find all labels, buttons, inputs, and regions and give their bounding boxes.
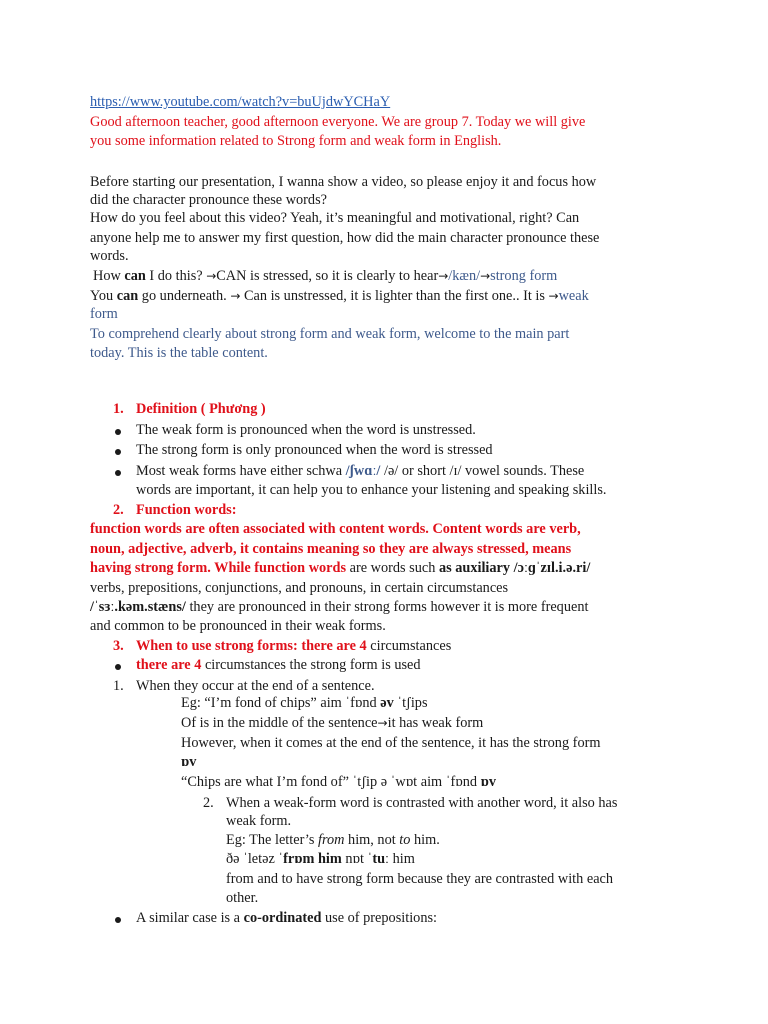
can-stressed-line: How can I do this? →CAN is stressed, so it is clearly to hear→/kæn/→strong form [93, 268, 558, 284]
video-line-2: did the character pronounce these words? [90, 192, 327, 208]
definition-bullet-3: Most weak forms have either schwa /ʃwɑː/ /ə/ or short /ɪ/ vowel sounds. These [136, 463, 585, 479]
definition-bullet-2: The strong form is only pronounced when the word is stressed [136, 442, 493, 458]
comprehend-line-2: today. This is the table content. [90, 345, 268, 361]
function-words-line-3: having strong form. While function words are words such as auxiliary /ɔːɡˈzɪl.i.ə.ri/ [90, 560, 591, 576]
bullet-icon [115, 664, 121, 670]
case-2-example: Eg: The letter’s from him, not to him. [226, 832, 440, 848]
video-line-5: words. [90, 248, 129, 264]
case-1-however: However, when it comes at the end of the sentence, it has the strong form [181, 735, 601, 751]
video-line-1: Before starting our presentation, I wanna show a video, so please enjoy it and focus how [90, 174, 597, 190]
circumstances-bullet: there are 4 circumstances the strong form is used [136, 657, 421, 673]
coordinated-bullet: A similar case is a co-ordinated use of prepositions: [136, 910, 438, 926]
arrow-icon: → [438, 269, 449, 283]
case-2-line-6: other. [226, 890, 259, 906]
function-words-line-6: and common to be pronounced in their weak forms. [90, 618, 386, 634]
case-1-text: When they occur at the end of a sentence. [136, 678, 375, 694]
can-unstressed-line: You can go underneath. → Can is unstressed, it is lighter than the first one.. It is →weak [90, 288, 589, 304]
video-line-3: How do you feel about this video? Yeah, it’s meaningful and motivational, right? Can [90, 210, 580, 226]
section-2-number: 2. [113, 502, 124, 518]
case-1-of-middle: Of is in the middle of the sentence→it has weak form [181, 715, 484, 731]
intro-line-2: you some information related to Strong form and weak form in English. [90, 133, 502, 149]
function-words-line-2: noun, adjective, adverb, it contains meaning so they are always stressed, means [90, 541, 572, 557]
comprehend-line-1: To comprehend clearly about strong form and weak form, welcome to the main part [90, 326, 570, 342]
case-1-number: 1. [113, 678, 124, 694]
bullet-icon [115, 429, 121, 435]
function-words-line-4: verbs, prepositions, conjunctions, and pronouns, in certain circumstances [90, 580, 509, 596]
arrow-icon: → [230, 289, 241, 303]
case-1-strong-ov: ɒv [181, 754, 197, 770]
section-1-number: 1. [113, 401, 124, 417]
arrow-icon: → [206, 269, 217, 283]
youtube-link[interactable]: https://www.youtube.com/watch?v=buUjdwYCHaY [90, 94, 391, 110]
intro-line-1: Good afternoon teacher, good afternoon everyone. We are group 7. Today we will give [90, 114, 586, 130]
arrow-icon: → [480, 269, 491, 283]
case-2-line-1: When a weak-form word is contrasted with another word, it also has [226, 795, 618, 811]
section-1-title: Definition ( Phương ) [136, 401, 266, 417]
case-1-chips: “Chips are what I’m fond of” ˈtʃip ə ˈwɒt aim ˈfɒnd ɒv [181, 774, 496, 790]
case-1-example: Eg: “I’m fond of chips” aim ˈfɒnd əv ˈtʃips [181, 695, 428, 711]
bullet-icon [115, 470, 121, 476]
function-words-line-5: /ˈsɜː.kəm.stæns/ they are pronounced in their strong forms however it is more frequent [90, 599, 589, 615]
video-line-4: anyone help me to answer my first question, how did the main character pronounce these [90, 230, 600, 246]
definition-bullet-3-cont: words are important, it can help you to enhance your listening and speaking skills. [136, 482, 607, 498]
arrow-icon: → [548, 289, 559, 303]
case-2-line-2: weak form. [226, 813, 292, 829]
case-2-line-5: from and to have strong form because they are contrasted with each [226, 871, 614, 887]
function-words-line-1: function words are often associated with content words. Content words are verb, [90, 521, 581, 537]
definition-bullet-1: The weak form is pronounced when the word is unstressed. [136, 422, 476, 438]
case-2-number: 2. [203, 795, 214, 811]
section-3-title: When to use strong forms: there are 4 circumstances [136, 638, 452, 654]
bullet-icon [115, 917, 121, 923]
case-2-phonetic: ðə ˈletəz ˈfrɒm him nɒt ˈtuː him [226, 851, 415, 867]
section-2-title: Function words: [136, 502, 237, 518]
arrow-icon: → [377, 716, 388, 730]
section-3-number: 3. [113, 638, 124, 654]
bullet-icon [115, 449, 121, 455]
can-unstressed-line-cont: form [90, 306, 118, 322]
